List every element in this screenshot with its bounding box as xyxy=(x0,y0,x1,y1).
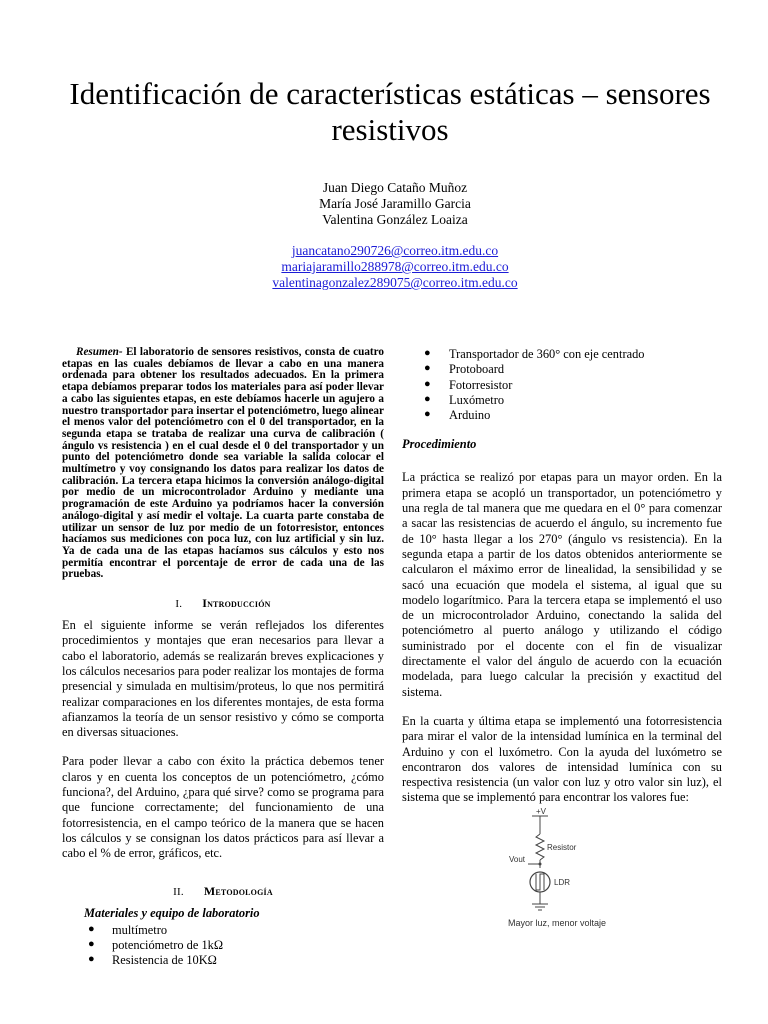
resistor-label: Resistor xyxy=(547,843,577,852)
author-name: María José Jaramillo Garcia xyxy=(319,196,471,211)
author-name: Juan Diego Cataño Muñoz xyxy=(322,180,468,195)
abstract-lead: Resumen- xyxy=(76,346,123,358)
intro-paragraph: En el siguiente informe se verán reflejados los diferentes procedimientos y montajes que eran necesarios para llevar a cabo el laboratorio, además se realizarán breves explicaciones y los cálculos necesarios para poder realizar los montajes de forma presencial y simulada en multisim/proteus, lo que nos permitirá realizar comparaciones en los diferentes montajes, de esta forma afianzamos la teoría de un sensor resistivo y cómo se comporta en diversas situaciones. xyxy=(62,618,384,740)
bullet-icon: ● xyxy=(88,953,95,966)
section-number: II. xyxy=(173,885,184,898)
supply-label: +V xyxy=(536,807,547,816)
section-number: I. xyxy=(175,598,183,611)
section-title: Metodología xyxy=(203,883,273,898)
procedure-paragraph: La práctica se realizó por etapas para un mayor orden. En la primera etapa se acopló un transportador, un potenciómetro y una regla de tal manera que me quedara en el 0° para comenzar a sacar las resistencias de acuerdo el ángulo, su incremento fue de 10° hasta llegar a los 270° (ángulo vs resistencia). En la segunda etapa a partir de los datos obtenidos anteriormente se calcularon el máximo error de linealidad, la sensibilidad y se sacó una ecuación que modela el sistema, al igual que su modelo logarítmico. Para la tercera etapa se implementó el uso de un microcontrolador Arduino, conectando la salida del potenciómetro al puerto análogo y utilizando el código suministrado por el docente con el fin de visualizar directamente el valor del ángulo de acuerdo con la ecuación modelada, para luego calcular la precisión y exactitud del sistema. xyxy=(402,470,722,699)
ldr-element xyxy=(536,874,544,890)
right-column xyxy=(402,347,722,820)
figure-caption: Mayor luz, menor voltaje xyxy=(508,918,607,928)
materials-list-continued xyxy=(402,347,722,423)
bullet-icon: ● xyxy=(88,937,95,950)
list-item: ● potenciómetro de 1kΩ xyxy=(88,937,224,952)
resistor-icon xyxy=(536,834,544,860)
section-title: Introducción xyxy=(202,596,271,611)
email-list xyxy=(0,243,768,291)
section-heading-introduction xyxy=(62,596,384,611)
bullet-icon: ● xyxy=(424,347,431,359)
bullet-icon: ● xyxy=(424,362,431,375)
email-link[interactable]: mariajaramillo288978@correo.itm.edu.co xyxy=(281,259,509,274)
list-item: ● Arduino xyxy=(424,408,491,423)
bullet-icon: ● xyxy=(424,392,431,405)
procedure-paragraph: En la cuarta y última etapa se implementó una fotorresistencia para mirar el valor de la intensidad lumínica en la terminal del Arduino y con el luxómetro. Con la ayuda del luxómetro se encontraron dos valores de intensidad lumínica con su respectiva resistencia (un valor con luz y otro valor sin luz), el sistema que se implementó para encontrar los valores fue: xyxy=(402,713,722,805)
materials-subheading: Materiales y equipo de laboratorio xyxy=(84,905,260,920)
list-item: ● Transportador de 360° con eje centrado xyxy=(424,347,645,361)
bullet-icon: ● xyxy=(424,408,431,421)
email-link[interactable]: valentinagonzalez289075@correo.itm.edu.co xyxy=(272,275,518,290)
paper-title: Identificación de características estáticas – sensores resistivos xyxy=(69,76,711,147)
email-link[interactable]: juancatano290726@correo.itm.edu.co xyxy=(291,243,499,258)
intro-paragraph: Para poder llevar a cabo con éxito la práctica debemos tener claros y en cuenta los conceptos de un potenciómetro, ¿cómo funciona?, del Arduino, ¿para qué sirve? como se programa para que funcione correctamente; del funcionamiento de una fotorresistencia, en el campo teórico de la manera que se hacen los cálculos y se consignan los datos prácticos para así llevar a cabo el % de error, gráficos, etc. xyxy=(62,754,384,861)
list-item: ● multímetro xyxy=(88,922,168,937)
bullet-icon: ● xyxy=(88,922,95,935)
bullet-icon: ● xyxy=(424,377,431,390)
list-item: ● Resistencia de 10KΩ xyxy=(88,953,217,968)
ldr-label: LDR xyxy=(554,878,571,887)
section-heading-methodology xyxy=(62,884,384,899)
list-item: ● Luxómetro xyxy=(424,392,505,407)
list-item: ● Protoboard xyxy=(424,362,505,377)
left-column xyxy=(62,347,384,968)
materials-list xyxy=(62,923,384,969)
abstract xyxy=(62,347,384,581)
voltage-divider-circuit-diagram xyxy=(502,806,622,936)
abstract-text: El laboratorio de sensores resistivos, consta de cuatro etapas en las cuales debíamos de llevar a cabo en una manera ordenada para obtener los resultados adecuados. En la primera etapa debíamos preparar todos los materiales para así poder llevar a cabo las siguientes etapas, en este debíamos hacerle un agujero a nuestro transportador para insertar el potenciómetro, luego alinear el menos valor del potenciómetro con el 0 del transportador, en la segunda etapa se trataba de realizar una curva de calibración ( ángulo vs resistencia ) en el cual desde el 0 del transportador y un punto del potenciómetro donde sea variable la salida colocar el multímetro y voy consignando los datos para realizar los datos de calibración. La tercera etapa hicimos la conversión análogo-digital por medio de un microcontrolador Arduino y mediante una programación de este Arduino ya podríamos hacer la conversión análogo-digital y así medir el voltaje. La cuarta parte constaba de utilizar un sensor de luz por medio de un fotorresistor, entonces hacíamos sus mediciones con poca luz, con luz artificial y sin luz. Ya de cada una de las etapas hacíamos sus cálculos y esto nos permitía encontrar el porcentaje de error de cada una de las pruebas. xyxy=(62,346,384,581)
procedure-subheading: Procedimiento xyxy=(402,437,477,452)
vout-label: Vout xyxy=(509,855,526,864)
list-item: ● Fotorresistor xyxy=(424,377,513,392)
author-list xyxy=(0,180,768,228)
author-name: Valentina González Loaiza xyxy=(322,212,468,227)
